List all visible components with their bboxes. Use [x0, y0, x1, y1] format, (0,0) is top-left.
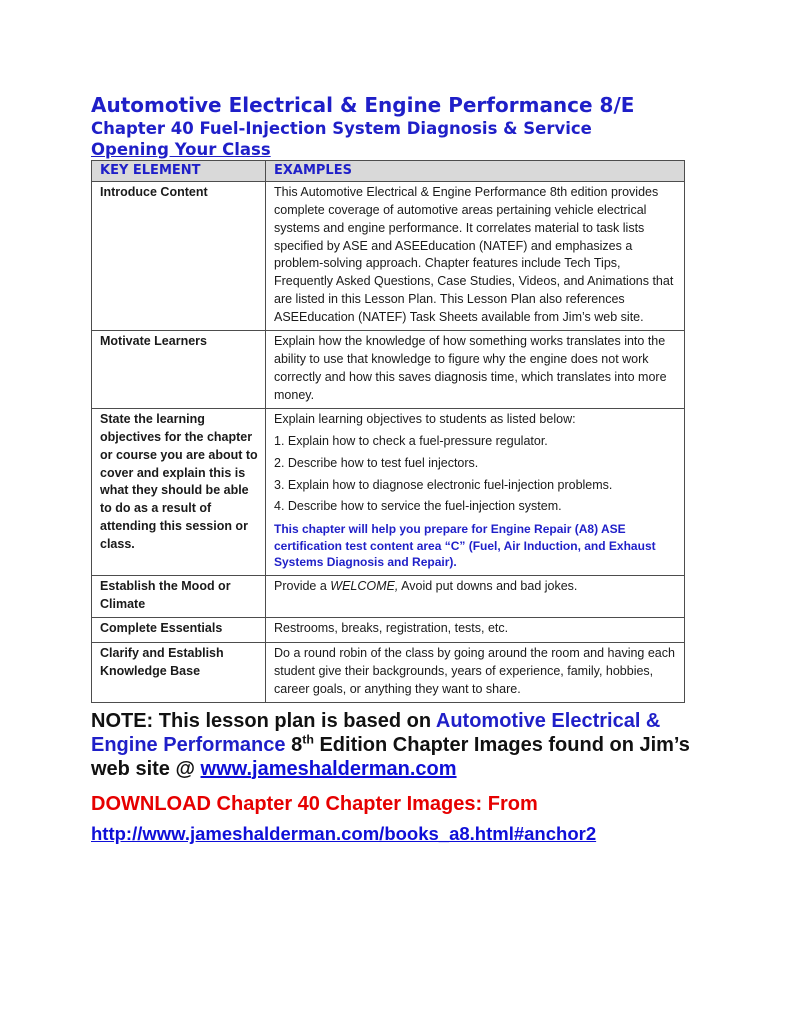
examples-paragraph: This chapter will help you prepare for Engine Repair (A8) ASE certification test content area “C” (Fuel, Air Induction, and Exhaust Systems Diagnosis and Repair).	[274, 522, 656, 570]
examples-paragraph: 4. Describe how to service the fuel-injection system.	[274, 499, 562, 514]
examples-paragraph	[274, 578, 676, 596]
chapter-images-download-link[interactable]: http://www.jameshalderman.com/books_a8.html#anchor2	[91, 823, 597, 845]
examples-cell	[266, 182, 685, 331]
table-row	[92, 618, 685, 643]
text-run: Provide a	[274, 578, 331, 593]
key-element-cell: Establish the Mood or Climate	[92, 575, 266, 618]
table-row	[92, 331, 685, 409]
section-heading: Opening Your Class	[91, 139, 271, 159]
download-instruction: DOWNLOAD Chapter 40 Chapter Images: From	[91, 793, 538, 816]
note-book-title: Automotive Electrical & Engine Performance	[91, 710, 661, 756]
examples-paragraph: Restrooms, breaks, registration, tests, etc.	[274, 621, 509, 636]
key-element-cell: Clarify and Establish Knowledge Base	[92, 643, 266, 703]
note-paragraph	[91, 710, 716, 781]
examples-paragraph: Explain learning objectives to students as listed below:	[274, 412, 576, 427]
key-element-cell: State the learning objectives for the chapter or course you are about to cover and explain this is what they should be able to do as a result of attending this session or class.	[92, 409, 266, 575]
examples-paragraph: 2. Describe how to test fuel injectors.	[274, 455, 479, 470]
emphasized-text: WELCOME,	[330, 578, 399, 593]
note-text-lead: NOTE: This lesson plan is based on	[91, 710, 436, 733]
examples-paragraph: 3. Explain how to diagnose electronic fuel-injection problems.	[274, 477, 613, 492]
key-element-cell: Complete Essentials	[92, 618, 266, 643]
table-row	[92, 575, 685, 618]
page-title: Automotive Electrical & Engine Performance 8/E	[91, 93, 635, 117]
examples-cell	[266, 643, 685, 703]
download-link-row	[91, 823, 703, 845]
text-run: Avoid put downs and bad jokes.	[398, 578, 578, 593]
table-row	[92, 409, 685, 575]
examples-cell	[266, 575, 685, 618]
table-row	[92, 182, 685, 331]
column-header-key-element: KEY ELEMENT	[92, 161, 266, 182]
examples-paragraph: 1. Explain how to check a fuel-pressure regulator.	[274, 434, 548, 449]
examples-cell	[266, 409, 685, 575]
examples-cell	[266, 331, 685, 409]
column-header-examples: EXAMPLES	[266, 161, 685, 182]
note-edition-superscript: th	[302, 732, 314, 747]
key-element-cell: Introduce Content	[92, 182, 266, 331]
table-header-row	[92, 161, 685, 182]
jims-website-link[interactable]: www.jameshalderman.com	[200, 757, 457, 780]
table-row	[92, 643, 685, 703]
lesson-plan-table	[91, 160, 685, 703]
note-edition-number: 8	[285, 733, 303, 756]
examples-paragraph: Explain how the knowledge of how something works translates into the ability to use that knowledge to figure why the engine does not work correctly and how this saves diagnosis time, which translates into more money.	[274, 334, 667, 402]
examples-paragraph: Do a round robin of the class by going around the room and having each student give their backgrounds, years of experience, family, hobbies, career goals, or anything they want to share.	[274, 646, 675, 696]
key-element-cell: Motivate Learners	[92, 331, 266, 409]
page-subtitle: Chapter 40 Fuel-Injection System Diagnosis & Service	[91, 119, 592, 138]
examples-cell	[266, 618, 685, 643]
examples-paragraph: This Automotive Electrical & Engine Performance 8th edition provides complete coverage of automotive areas pertaining vehicle electrical systems and engine performance. It correlates material to task lists specified by ASE and ASEEducation (NATEF) and emphasizes a problem-solving approach. Chapter features include Tech Tips, Frequently Asked Questions, Case Studies, Videos, and Animations that are listed in this Lesson Plan. This Lesson Plan also references ASEEducation (NATEF) Task Sheets available from Jim’s web site.	[274, 185, 674, 324]
note-text-trail: Edition Chapter Images found on Jim’s web site @	[91, 733, 690, 780]
